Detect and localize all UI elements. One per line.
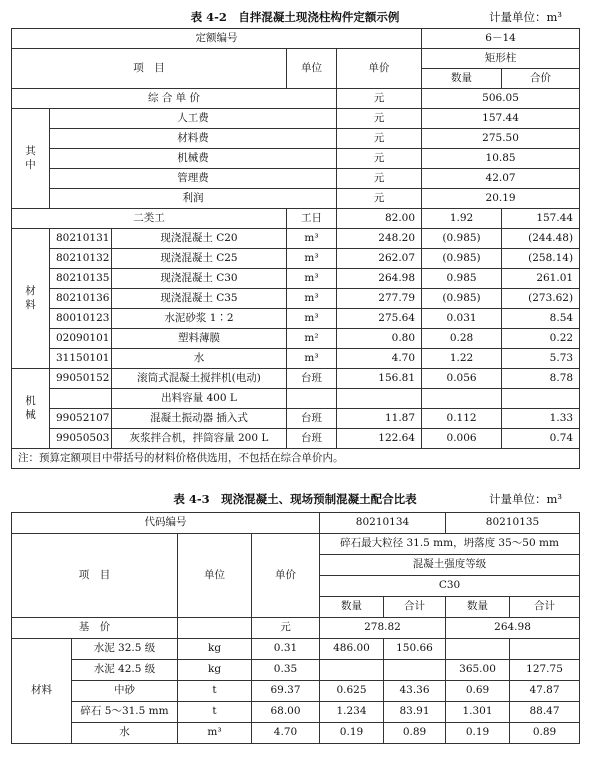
material-code: 02090101 (50, 329, 112, 349)
sub-value: 275.50 (422, 129, 580, 149)
row-qty-a: 1.234 (320, 702, 384, 723)
machine-unit: 台班 (287, 409, 337, 429)
sub-name: 人工费 (50, 109, 337, 129)
table-4-3 (11, 512, 580, 744)
machines-label: 机 械 (12, 369, 50, 449)
machine-sum: 0.74 (502, 429, 580, 449)
price-header: 单价 (337, 49, 422, 89)
row-qty-b (446, 639, 510, 660)
item-header: 项 目 (12, 49, 287, 89)
material-qty: (0.985) (422, 229, 502, 249)
row-name: 水泥 32.5 级 (72, 639, 178, 660)
row-qty-b: 1.301 (446, 702, 510, 723)
labor-qty: 1.92 (422, 209, 502, 229)
sub-value: 157.44 (422, 109, 580, 129)
row-price: 0.31 (252, 639, 320, 660)
qty-header: 数量 (422, 69, 502, 89)
row-unit: m³ (178, 723, 252, 744)
labor-sum: 157.44 (502, 209, 580, 229)
material-name: 水 (112, 349, 287, 369)
materials-label: 材 料 (12, 229, 50, 369)
code-label: 代码编号 (12, 513, 320, 534)
grade-value: C30 (320, 576, 580, 597)
table2-caption (0, 488, 590, 508)
machine-qty: 0.056 (422, 369, 502, 389)
material-qty: 0.28 (422, 329, 502, 349)
material-name: 现浇混凝土 C30 (112, 269, 287, 289)
row-sum-b (510, 639, 580, 660)
unit-header: 单位 (287, 49, 337, 89)
summary-value: 506.05 (422, 89, 580, 109)
machine-name: 滚筒式混凝土搅拌机(电动) (112, 369, 287, 389)
row-qty-a: 0.19 (320, 723, 384, 744)
unit-header: 单位 (178, 534, 252, 618)
row-sum-b: 127.75 (510, 660, 580, 681)
labor-unit: 工日 (287, 209, 337, 229)
summary-label: 综 合 单 价 (12, 89, 337, 109)
material-code: 31150101 (50, 349, 112, 369)
machine-code: 99052107 (50, 409, 112, 429)
qty-header: 数量 (320, 597, 384, 618)
row-unit: t (178, 702, 252, 723)
material-code: 80210131 (50, 229, 112, 249)
machine-qty: 0.112 (422, 409, 502, 429)
machine-unit: 台班 (287, 429, 337, 449)
row-sum-b: 88.47 (510, 702, 580, 723)
material-unit: m³ (287, 229, 337, 249)
labor-name: 二类工 (12, 209, 287, 229)
material-unit: m³ (287, 249, 337, 269)
code-b: 80210135 (446, 513, 580, 534)
machine-code: 99050503 (50, 429, 112, 449)
row-qty-a (320, 660, 384, 681)
row-sum-a (384, 660, 446, 681)
material-sum: (244.48) (502, 229, 580, 249)
material-unit: m³ (287, 289, 337, 309)
material-name: 现浇混凝土 C35 (112, 289, 287, 309)
row-unit: kg (178, 639, 252, 660)
material-sum: (258.14) (502, 249, 580, 269)
table1-title: 表 4-2 自拌混凝土现浇柱构件定额示例 (190, 10, 400, 24)
material-price: 248.20 (337, 229, 422, 249)
row-qty-b: 0.19 (446, 723, 510, 744)
material-name: 水泥砂浆 1∶2 (112, 309, 287, 329)
materials-label: 材料 (12, 639, 72, 744)
sub-name: 管理费 (50, 169, 337, 189)
material-name: 塑料薄膜 (112, 329, 287, 349)
machine-unit: 台班 (287, 369, 337, 389)
machine-qty: 0.006 (422, 429, 502, 449)
machine-name: 混凝土振动器 插入式 (112, 409, 287, 429)
summary-unit: 元 (337, 89, 422, 109)
row-name: 碎石 5～31.5 mm (72, 702, 178, 723)
table1-note: 注：预算定额项目中带括号的材料价格供选用，不包括在综合单价内。 (12, 449, 580, 469)
sub-value: 42.07 (422, 169, 580, 189)
sub-unit: 元 (337, 169, 422, 189)
labor-price: 82.00 (337, 209, 422, 229)
table1-unit: 计量单位：m³ (488, 10, 562, 24)
qizhong-label: 其 中 (12, 109, 50, 209)
sub-name: 利润 (50, 189, 337, 209)
sum-header: 合计 (384, 597, 446, 618)
table2-unit: 计量单位：m³ (488, 492, 562, 506)
row-sum-a: 43.36 (384, 681, 446, 702)
material-sum: 5.73 (502, 349, 580, 369)
machine-code (50, 389, 112, 409)
grade-label: 混凝土强度等级 (320, 555, 580, 576)
machine-sum: 1.33 (502, 409, 580, 429)
material-price: 275.64 (337, 309, 422, 329)
material-qty: 0.985 (422, 269, 502, 289)
sum-header: 合价 (502, 69, 580, 89)
price-header: 单价 (252, 534, 320, 618)
row-sum-b: 0.89 (510, 723, 580, 744)
sub-unit: 元 (337, 109, 422, 129)
machine-sum (502, 389, 580, 409)
material-code: 80210135 (50, 269, 112, 289)
sub-unit: 元 (337, 129, 422, 149)
material-qty: 0.031 (422, 309, 502, 329)
code-a: 80210134 (320, 513, 446, 534)
machine-unit (287, 389, 337, 409)
material-name: 现浇混凝土 C25 (112, 249, 287, 269)
quota-label: 定额编号 (12, 29, 422, 49)
sub-value: 20.19 (422, 189, 580, 209)
material-price: 262.07 (337, 249, 422, 269)
row-sum-a: 83.91 (384, 702, 446, 723)
sub-unit: 元 (337, 189, 422, 209)
sub-unit: 元 (337, 149, 422, 169)
row-name: 水 (72, 723, 178, 744)
base-label: 基 价 (12, 618, 178, 639)
sub-name: 机械费 (50, 149, 337, 169)
row-unit: kg (178, 660, 252, 681)
row-price: 4.70 (252, 723, 320, 744)
row-sum-a: 0.89 (384, 723, 446, 744)
machine-price (337, 389, 422, 409)
spec-text: 碎石最大粒径 31.5 mm，坍落度 35～50 mm (320, 534, 580, 555)
material-unit: m² (287, 329, 337, 349)
material-code: 80210132 (50, 249, 112, 269)
item-header: 项 目 (12, 534, 178, 618)
row-qty-a: 0.625 (320, 681, 384, 702)
row-price: 69.37 (252, 681, 320, 702)
material-price: 277.79 (337, 289, 422, 309)
machine-code: 99050152 (50, 369, 112, 389)
row-sum-b: 47.87 (510, 681, 580, 702)
base-b: 264.98 (446, 618, 580, 639)
material-price: 264.98 (337, 269, 422, 289)
material-unit: m³ (287, 349, 337, 369)
row-qty-b: 0.69 (446, 681, 510, 702)
material-sum: 261.01 (502, 269, 580, 289)
machine-price: 11.87 (337, 409, 422, 429)
material-qty: (0.985) (422, 249, 502, 269)
qty-header: 数量 (446, 597, 510, 618)
table1-caption (0, 6, 590, 26)
sub-name: 材料费 (50, 129, 337, 149)
material-qty: 1.22 (422, 349, 502, 369)
sum-header: 合计 (510, 597, 580, 618)
material-price: 0.80 (337, 329, 422, 349)
material-price: 4.70 (337, 349, 422, 369)
row-qty-b: 365.00 (446, 660, 510, 681)
machine-price: 156.81 (337, 369, 422, 389)
base-a: 278.82 (320, 618, 446, 639)
table2-title: 表 4-3 现浇混凝土、现场预制混凝土配合比表 (173, 492, 417, 506)
material-unit: m³ (287, 269, 337, 289)
machine-name: 出料容量 400 L (112, 389, 287, 409)
row-price: 0.35 (252, 660, 320, 681)
row-price: 68.00 (252, 702, 320, 723)
material-code: 80010123 (50, 309, 112, 329)
row-qty-a: 486.00 (320, 639, 384, 660)
machine-sum: 8.78 (502, 369, 580, 389)
material-sum: (273.62) (502, 289, 580, 309)
material-unit: m³ (287, 309, 337, 329)
row-unit: t (178, 681, 252, 702)
row-name: 水泥 42.5 级 (72, 660, 178, 681)
table-4-2 (11, 28, 580, 469)
material-sum: 0.22 (502, 329, 580, 349)
material-qty: (0.985) (422, 289, 502, 309)
base-unit: 元 (252, 618, 320, 639)
sub-value: 10.85 (422, 149, 580, 169)
group-header: 矩形柱 (422, 49, 580, 69)
material-sum: 8.54 (502, 309, 580, 329)
quota-no: 6－14 (422, 29, 580, 49)
machine-name: 灰浆拌合机，拌筒容量 200 L (112, 429, 287, 449)
machine-qty (422, 389, 502, 409)
material-code: 80210136 (50, 289, 112, 309)
machine-price: 122.64 (337, 429, 422, 449)
row-name: 中砂 (72, 681, 178, 702)
material-name: 现浇混凝土 C20 (112, 229, 287, 249)
row-sum-a: 150.66 (384, 639, 446, 660)
